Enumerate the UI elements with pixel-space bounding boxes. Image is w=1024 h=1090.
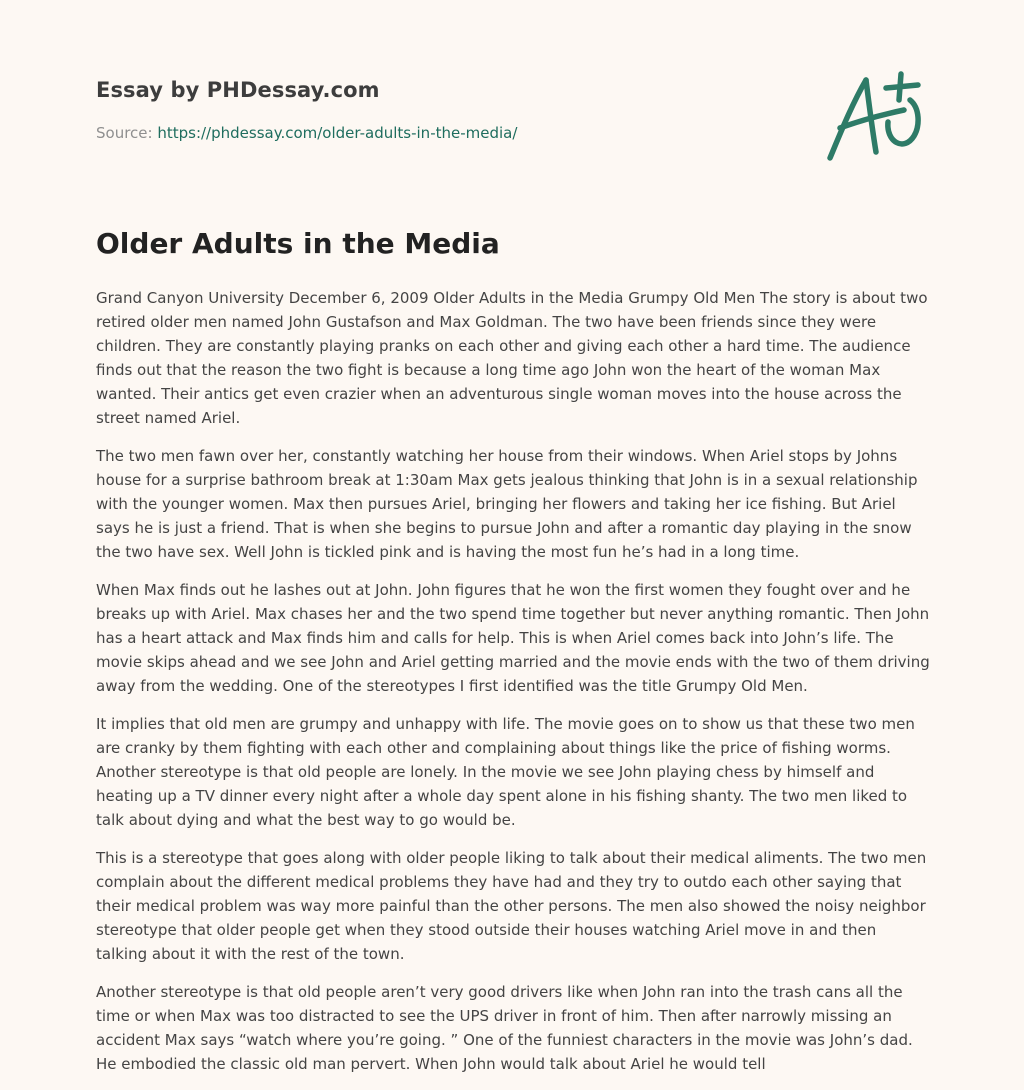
essay-paragraph: It implies that old men are grumpy and unhappy with life. The movie goes on to show us that these two men are cranky by them fighting with each other and complaining about things like the price of fishing worms. Another stereotype is that old people are lonely. In the movie we see John playing chess by himself and heating up a TV dinner every night after a whole day spent alone in his fishing shanty. The two men liked to talk about dying and what the best way to go would be. — [96, 715, 915, 829]
source-link[interactable]: https://phdessay.com/older-adults-in-the-media/ — [157, 124, 518, 142]
page-header — [96, 76, 836, 143]
source-line — [96, 123, 836, 143]
site-title: Essay by PHDessay.com — [96, 78, 380, 102]
essay-paragraph: This is a stereotype that goes along with older people liking to talk about their medical aliments. The two men complain about the different medical problems they have had and they try to outdo each other saying that their medical problem was way more painful than the other persons. The men also showed the noisy neighbor stereotype that older people get when they stood outside their houses watching Ariel move in and then talking about it with the rest of the town. — [96, 849, 927, 963]
essay-paragraph: Another stereotype is that old people aren’t very good drivers like when John ran into the trash cans all the time or when Max was too distracted to see the UPS driver in front of him. Then after narrowly missing an accident Max says “watch where you’re going. ” One of the funniest characters in the movie was John’s dad. He embodied the classic old man pervert. When John would talk about Ariel he would tell — [96, 983, 913, 1073]
a-plus-logo-icon — [822, 66, 932, 166]
essay-paragraph: When Max finds out he lashes out at John. John figures that he won the first women they fought over and he breaks up with Ariel. Max chases her and the two spend time together but never anything romantic. Then John has a heart attack and Max finds him and calls for help. This is when Ariel comes back into John’s life. The movie skips ahead and we see John and Ariel getting married and the movie ends with the two of them driving away from the wedding. One of the stereotypes I first identified was the title Grumpy Old Men. — [96, 581, 930, 695]
essay-body — [96, 286, 930, 1090]
essay-paragraph: The two men fawn over her, constantly watching her house from their windows. When Ariel stops by Johns house for a surprise bathroom break at 1:30am Max gets jealous thinking that John is in a sexual relationship with the younger women. Max then pursues Ariel, bringing her flowers and taking her ice fishing. But Ariel says he is just a friend. That is when she begins to pursue John and after a romantic day playing in the snow the two have sex. Well John is tickled pink and is having the most fun he’s had in a long time. — [96, 447, 918, 561]
source-label: Source: — [96, 124, 158, 142]
essay-title: Older Adults in the Media — [96, 227, 500, 260]
essay-paragraph: Grand Canyon University December 6, 2009 Older Adults in the Media Grumpy Old Men The story is about two retired older men named John Gustafson and Max Goldman. The two have been friends since they were children. They are constantly playing pranks on each other and giving each other a hard time. The audience finds out that the reason the two fight is because a long time ago John won the heart of the woman Max wanted. Their antics get even crazier when an adventurous single woman moves into the house across the street named Ariel. — [96, 289, 928, 427]
